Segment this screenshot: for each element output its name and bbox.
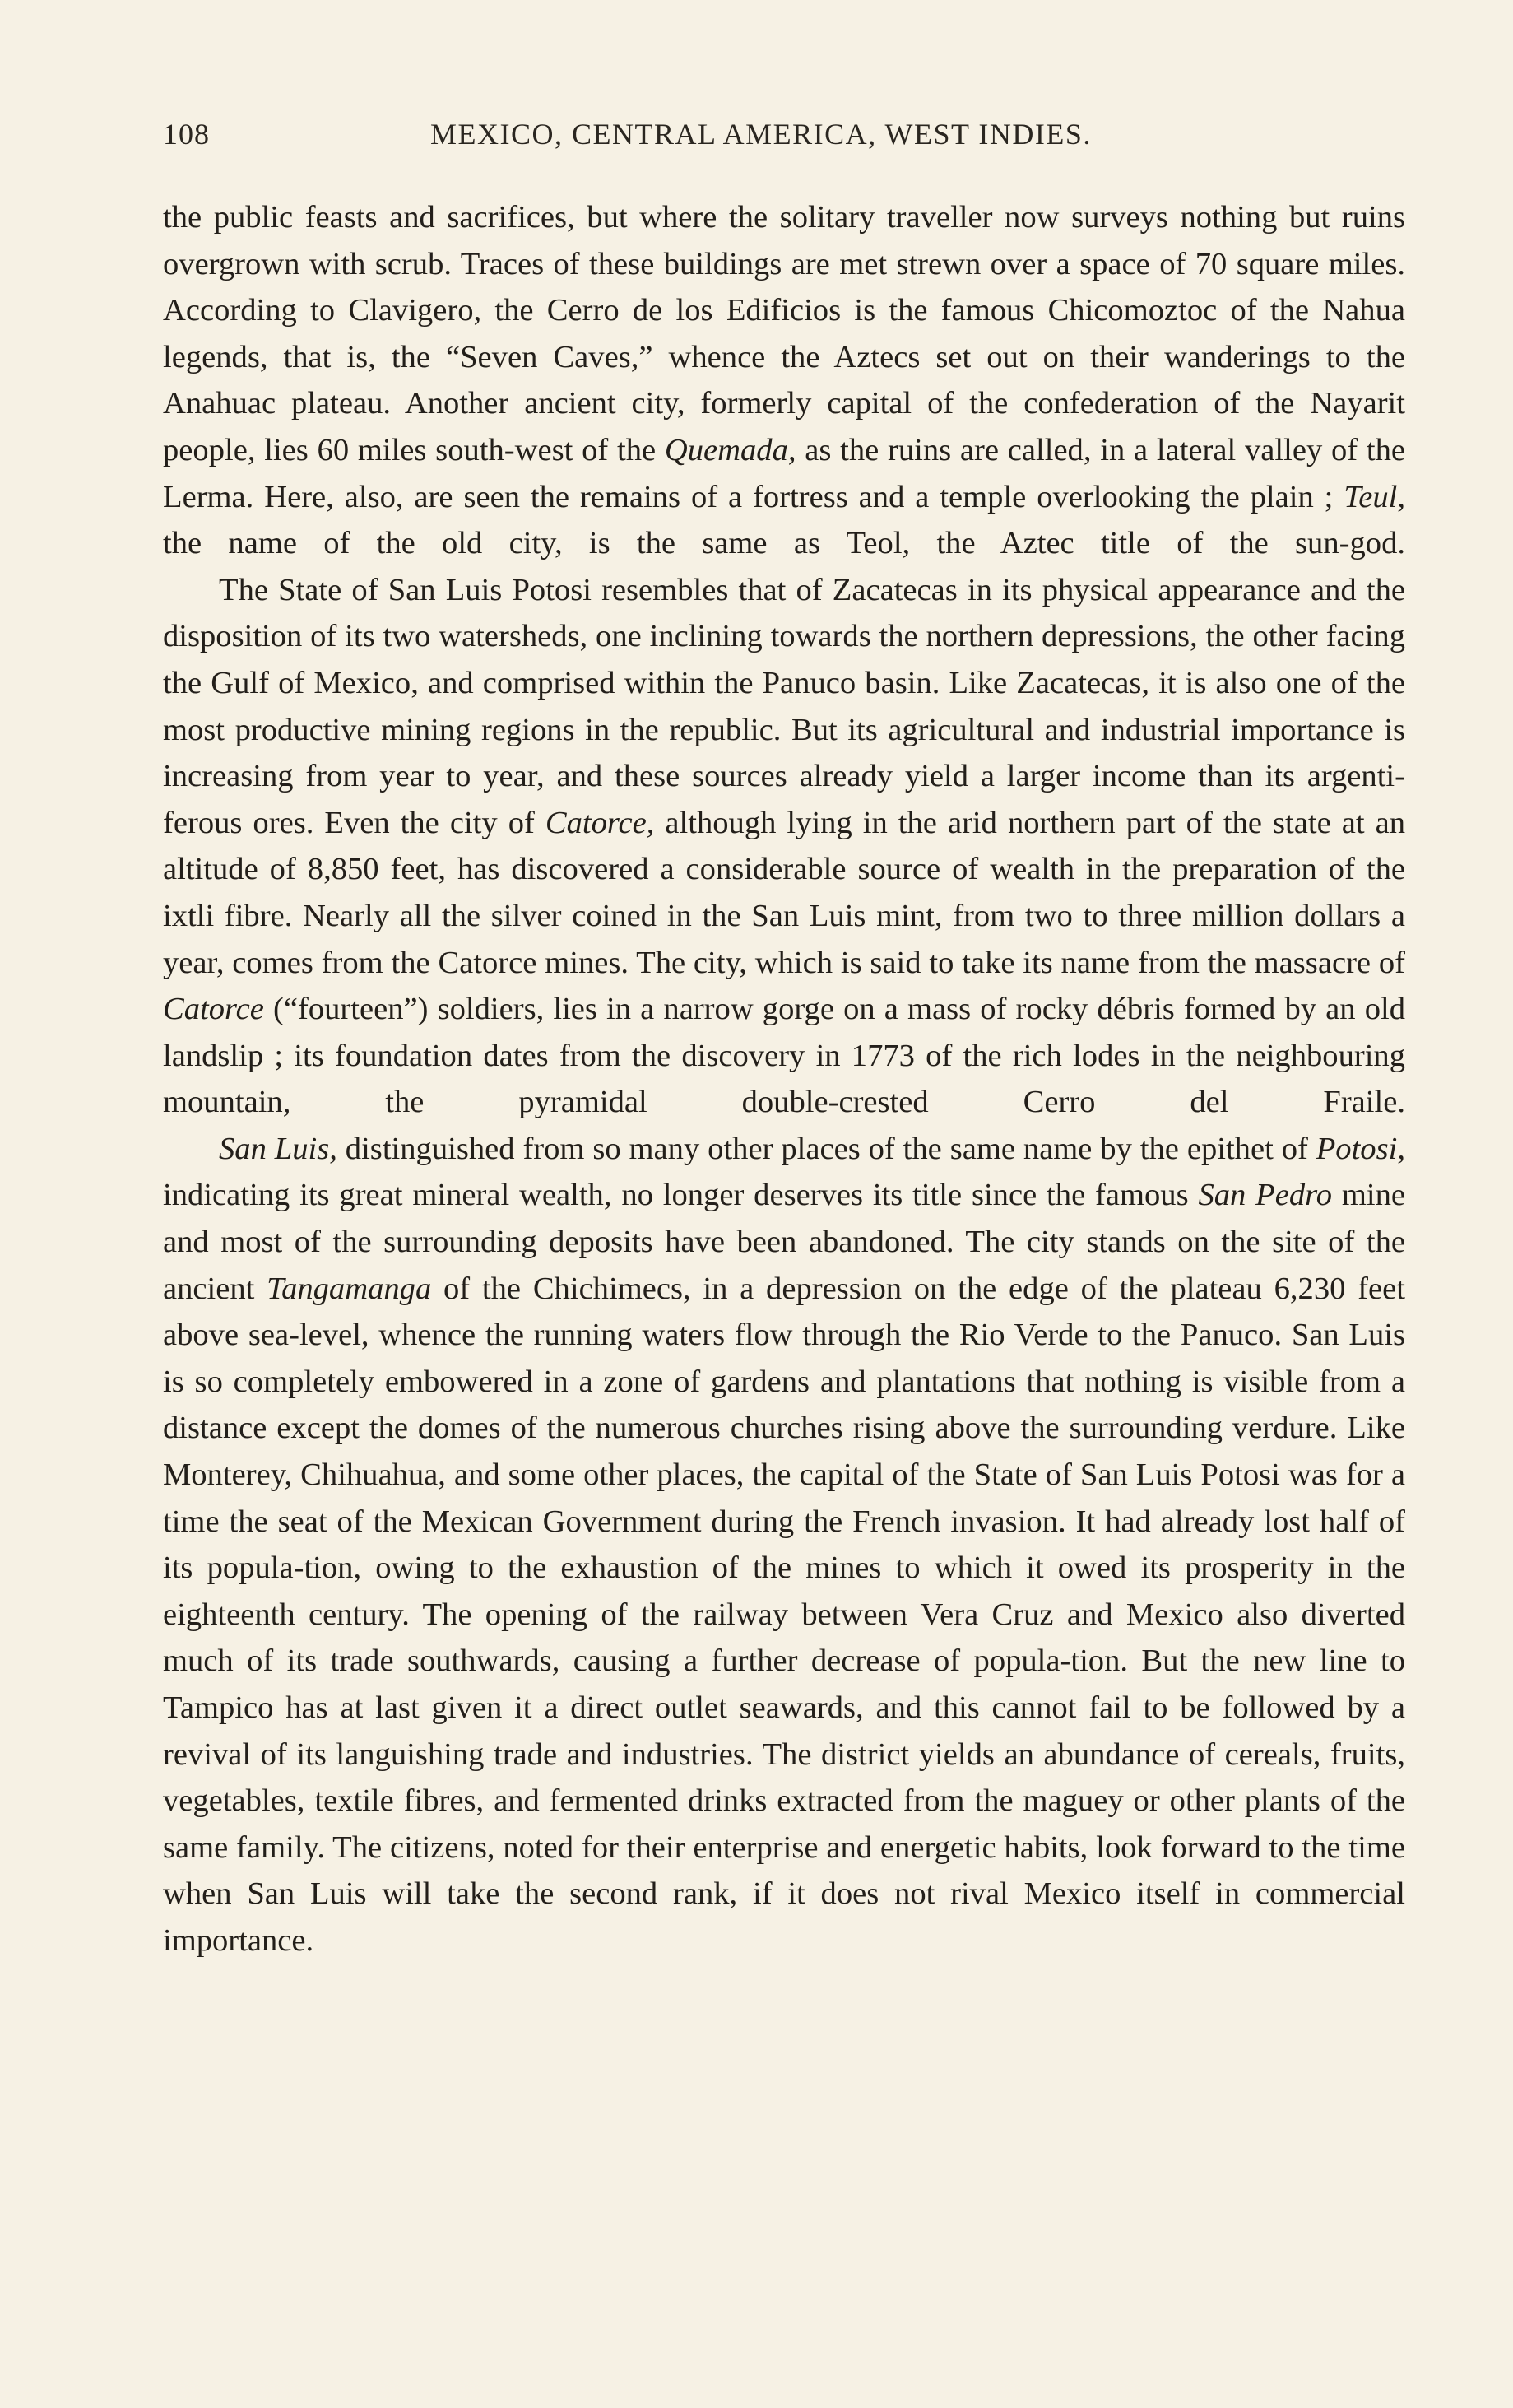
text-span: although lying in the arid northern part of the state at an altitude of 8,850 feet, has discovered a considerable source of wealth in the preparation of the ixtli fibre. Nearly all the silver coined in the San Luis mint, from two to three million dollars a year, comes from the Catorce mines. The city, which is said to take its name from the massacre of bbox=[163, 805, 1405, 980]
body-text bbox=[163, 194, 1405, 1964]
paragraph-2 bbox=[163, 567, 1405, 1126]
text-span: The State of San Luis Potosi resembles that of Zacatecas in its physical appearance and the disposition of its two watersheds, one inclining towards the northern depressions, the other facing the Gulf of Mexico, and comprised within the Panuco basin. Like Zacatecas, it is also one of the most productive mining regions in the republic. But its agricultural and industrial importance is increasing from year to year, and these sources already yield a larger income than its argenti-ferous ores. Even the city of bbox=[163, 572, 1405, 840]
page-number: 108 bbox=[163, 118, 210, 151]
paragraph-3 bbox=[163, 1126, 1405, 1964]
page-header bbox=[163, 117, 1405, 166]
italic-place-name: Catorce bbox=[163, 992, 264, 1027]
italic-place-name: Catorce, bbox=[545, 805, 655, 840]
text-span: of the Chichimecs, in a depression on the edge of the plateau 6,230 feet above sea-level, whence the running waters flow through the Rio Verde to the Panuco. San Luis is so completely embowered in a zone of gardens and plantations that nothing is visible from a distance except the domes of the numerous churches rising above the surrounding verdure. Like Monterey, Chihuahua, and some other places, the capital of the State of San Luis Potosi was for a time the seat of the Mexican Government during the French invasion. It had already lost half of its popula-tion, owing to the exhaustion of the mines to which it owed its prosperity in the eighteenth century. The opening of the railway between Vera Cruz and Mexico also diverted much of its trade southwards, causing a further decrease of popula-tion. But the new line to Tampico has at last given it a direct outlet seawards, and this cannot fail to be followed by a revival of its languishing trade and industries. The district yields an abundance of cereals, fruits, vegetables, textile fibres, and fermented drinks extracted from the maguey or other plants of the same family. The citizens, noted for their enterprise and energetic habits, look forward to the time when San Luis will take the second rank, if it does not rival Mexico itself in commercial importance. bbox=[163, 1271, 1405, 1958]
text-span: the name of the old city, is the same as Teol, the Aztec title of the sun-god. bbox=[163, 526, 1405, 561]
text-span: mine and most of the surrounding deposits have been abandoned. The city stands on the site of the ancient bbox=[163, 1178, 1405, 1306]
italic-place-name: Quemada, bbox=[664, 432, 796, 467]
italic-place-name: San Pedro bbox=[1198, 1178, 1333, 1213]
text-span: indicating its great mineral wealth, no longer deserves its title since the famous bbox=[163, 1178, 1199, 1213]
text-span: (“fourteen”) soldiers, lies in a narrow gorge on a mass of rocky débris formed by an old landslip ; its foundation dates from the discovery in 1773 of the rich lodes in the neighbouring mountain, the pyramidal double-crested Cerro del Fraile. bbox=[163, 992, 1405, 1120]
text-span: as the ruins are called, in a lateral valley of the Lerma. Here, also, are seen the remains of a fortress and a temple overlooking the plain ; bbox=[163, 432, 1405, 514]
italic-place-name: Teul, bbox=[1344, 479, 1405, 514]
paragraph-1 bbox=[163, 194, 1405, 567]
running-head: MEXICO, CENTRAL AMERICA, WEST INDIES. bbox=[430, 118, 1092, 151]
italic-place-name: San Luis, bbox=[219, 1131, 337, 1166]
italic-place-name: Tangamanga bbox=[267, 1271, 432, 1306]
text-span: the public feasts and sacrifices, but where the solitary traveller now surveys nothing but ruins overgrown with scrub. Traces of these buildings are met strewn over a space of 70 square miles. According to Clavigero, the Cerro de los Edificios is the famous Chicomoztoc of the Nahua legends, that is, the “Seven Caves,” whence the Aztecs set out on their wanderings to the Anahuac plateau. Another ancient city, formerly capital of the confederation of the Nayarit people, lies 60 miles south-west of the bbox=[163, 200, 1405, 467]
text-span: distinguished from so many other places of the same name by the epithet of bbox=[336, 1131, 1316, 1166]
italic-place-name: Potosi, bbox=[1316, 1131, 1405, 1166]
